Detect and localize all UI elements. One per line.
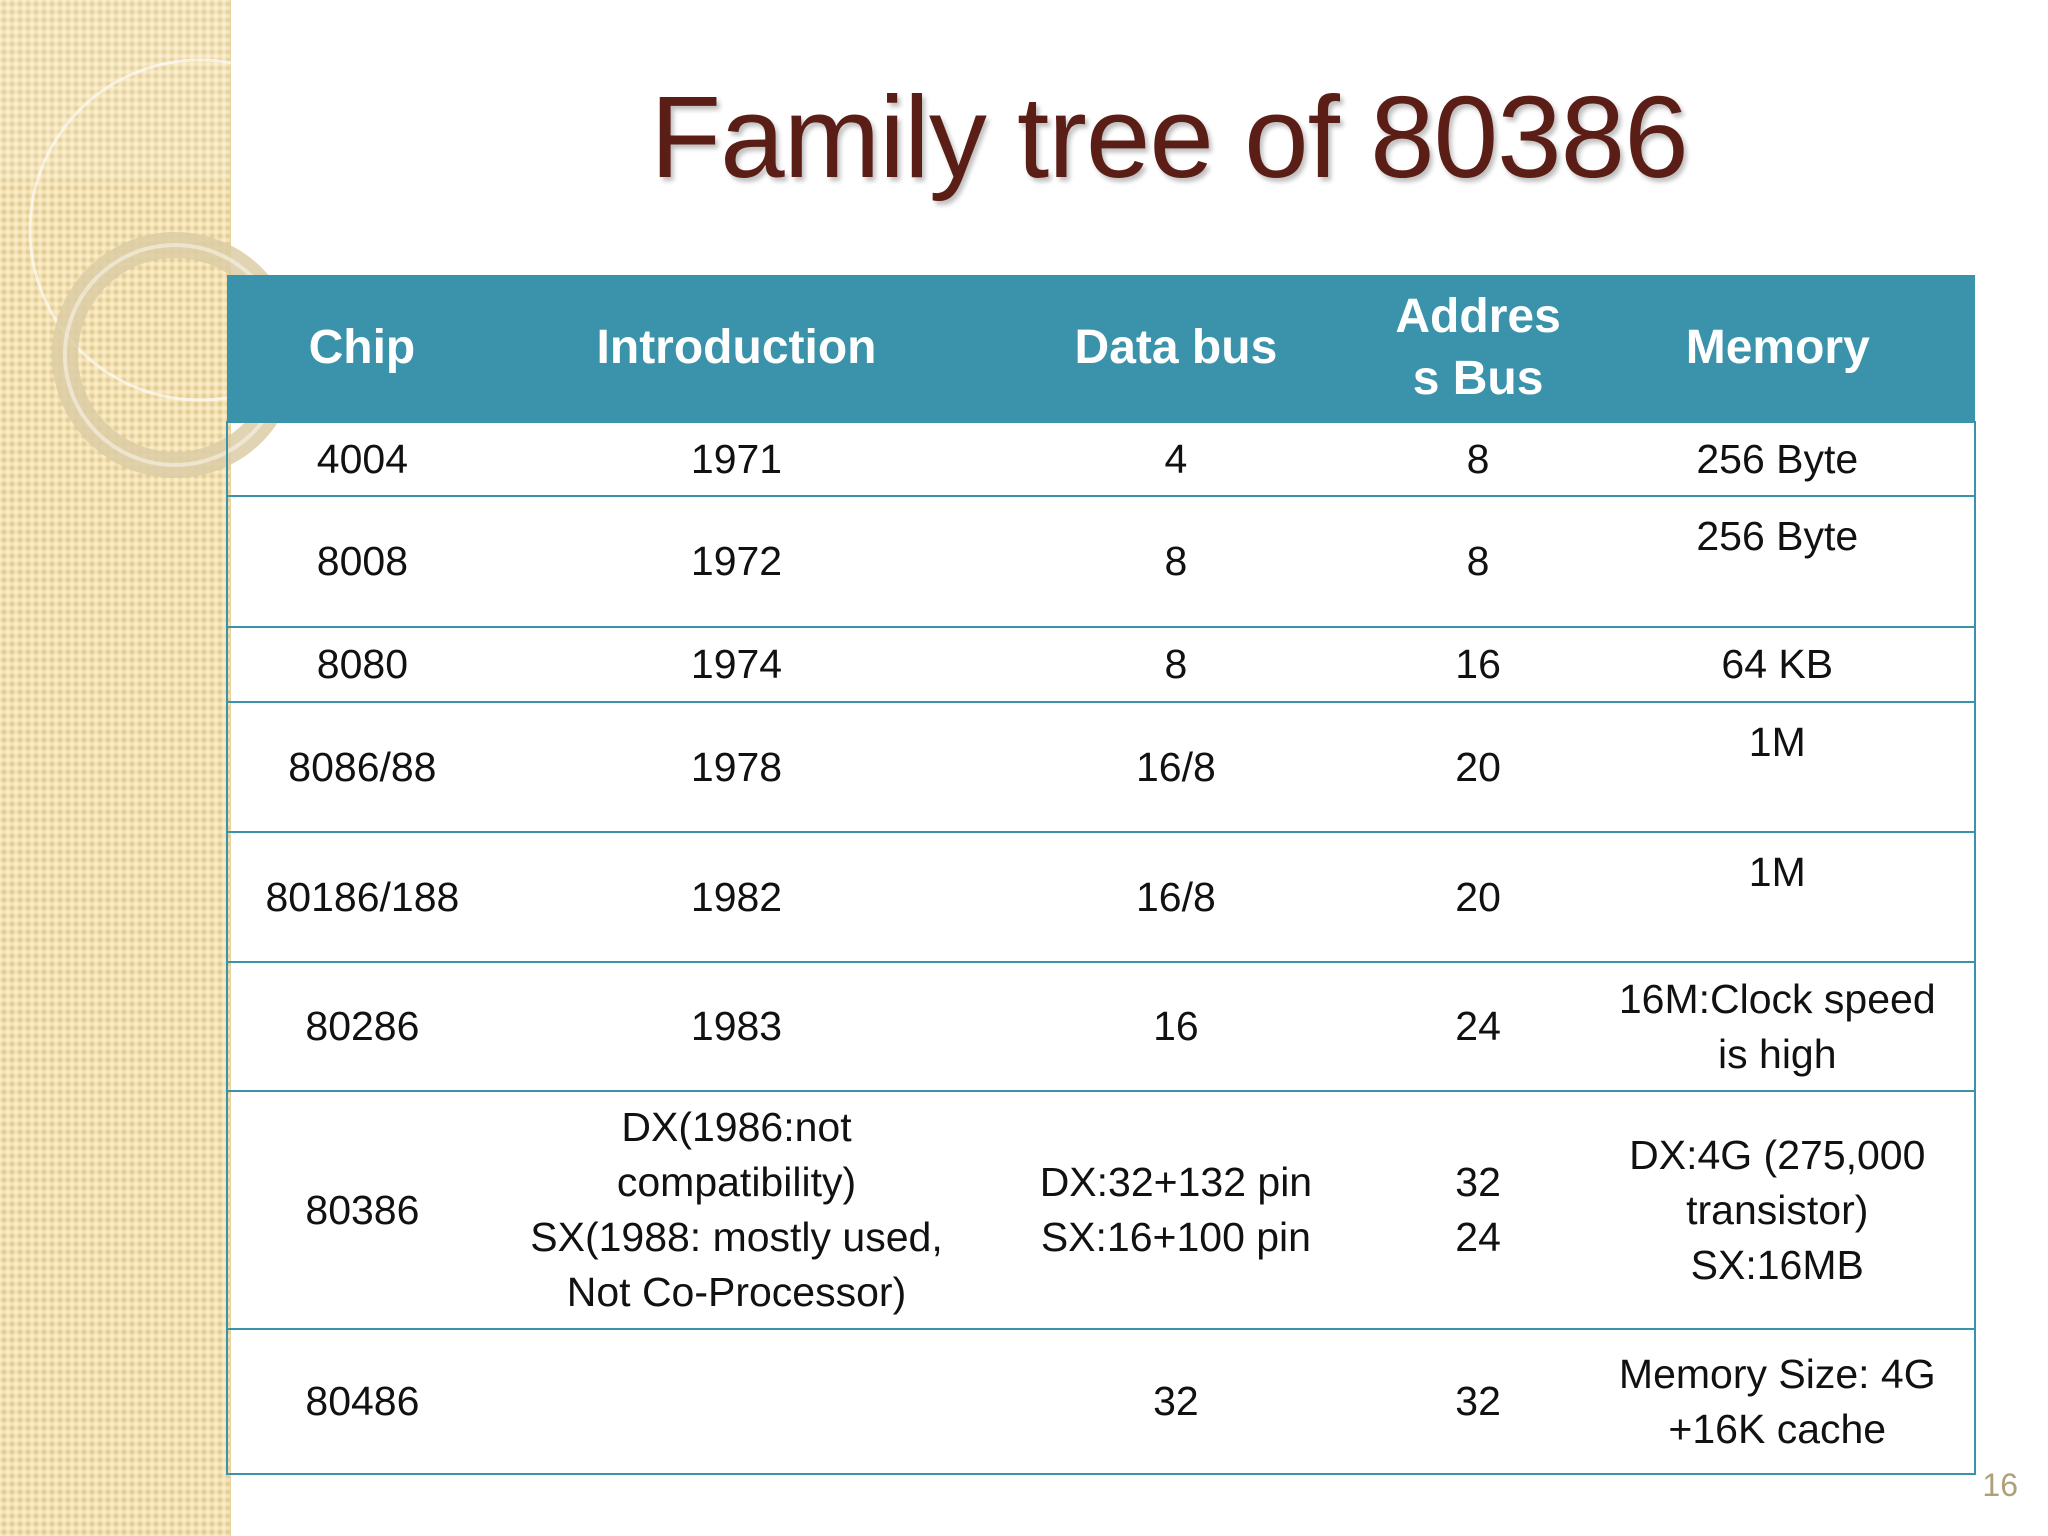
cell-introduction: 1982 [497, 832, 976, 962]
table-row [227, 1091, 1975, 1329]
cell-introduction: 1983 [497, 962, 976, 1091]
cell-memory: 1M [1581, 702, 1975, 832]
cell-introduction: 1972 [497, 496, 976, 627]
header-address-bus-line1: Addres [1395, 290, 1561, 343]
table-row [227, 962, 1975, 1091]
cell-introduction-line3: SX(1988: mostly used, [530, 1214, 943, 1260]
cell-chip: 8080 [227, 627, 497, 702]
cell-introduction: 1978 [497, 702, 976, 832]
cell-data-bus: 16/8 [976, 832, 1375, 962]
cell-chip: 80286 [227, 962, 497, 1091]
cell-chip: 80386 [227, 1091, 497, 1329]
table-row [227, 496, 1975, 627]
cell-introduction [497, 1329, 976, 1474]
cell-data-bus: 32 [976, 1329, 1375, 1474]
cell-address-bus: 20 [1376, 832, 1581, 962]
cell-memory-line3: SX:16MB [1690, 1241, 1864, 1288]
header-chip: Chip [227, 275, 497, 422]
cell-data-bus: 16 [976, 962, 1375, 1091]
cell-memory: 64 KB [1581, 627, 1975, 702]
table-row [227, 702, 1975, 832]
page-number: 16 [1982, 1467, 2018, 1503]
chip-family-table [226, 275, 1976, 1475]
cell-data-bus: 4 [976, 422, 1375, 496]
cell-memory: 256 Byte [1581, 422, 1975, 496]
cell-memory [1581, 962, 1975, 1091]
cell-data-bus-line1: DX:32+132 pin [1039, 1159, 1313, 1205]
cell-memory [1581, 1091, 1975, 1329]
cell-introduction-line2: compatibility) [616, 1159, 857, 1205]
cell-introduction [497, 1091, 976, 1329]
table-row [227, 627, 1975, 702]
cell-data-bus [976, 1091, 1375, 1329]
header-introduction: Introduction [497, 275, 976, 422]
table-row [227, 832, 1975, 962]
cell-introduction: 1974 [497, 627, 976, 702]
table-row [227, 1329, 1975, 1474]
cell-data-bus: 8 [976, 627, 1375, 702]
cell-address-bus [1376, 1091, 1581, 1329]
cell-introduction: 1971 [497, 422, 976, 496]
cell-chip: 80186/188 [227, 832, 497, 962]
cell-introduction-line1: DX(1986:not [621, 1104, 852, 1150]
header-memory: Memory [1581, 275, 1975, 422]
cell-memory-line1: DX:4G (275,000 [1629, 1131, 1926, 1178]
cell-chip: 4004 [227, 422, 497, 496]
cell-address-bus: 24 [1376, 962, 1581, 1091]
cell-introduction-line4: Not Co-Processor) [566, 1269, 907, 1315]
cell-memory [1581, 1329, 1975, 1474]
cell-address-bus-line1: 32 [1455, 1159, 1501, 1205]
table-row [227, 422, 1975, 496]
cell-data-bus-line2: SX:16+100 pin [1040, 1214, 1311, 1260]
cell-address-bus-line2: 24 [1455, 1214, 1501, 1260]
cell-chip: 8086/88 [227, 702, 497, 832]
cell-chip: 8008 [227, 496, 497, 627]
header-address-bus-line2: s Bus [1412, 352, 1544, 405]
cell-data-bus: 8 [976, 496, 1375, 627]
header-address-bus [1376, 275, 1581, 422]
cell-address-bus: 16 [1376, 627, 1581, 702]
cell-memory-line2: transistor) [1686, 1186, 1869, 1233]
header-data-bus: Data bus [976, 275, 1375, 422]
cell-memory-line2: is high [1718, 1030, 1837, 1077]
cell-chip: 80486 [227, 1329, 497, 1474]
cell-address-bus: 8 [1376, 496, 1581, 627]
cell-memory-line1: Memory Size: 4G [1618, 1350, 1936, 1397]
cell-data-bus: 16/8 [976, 702, 1375, 832]
cell-memory-line1: 16M:Clock speed [1618, 975, 1936, 1022]
cell-memory: 256 Byte [1581, 496, 1975, 627]
slide-title: Family tree of 80386 [650, 72, 1688, 202]
table-header-row [227, 275, 1975, 422]
cell-address-bus: 32 [1376, 1329, 1581, 1474]
cell-address-bus: 8 [1376, 422, 1581, 496]
cell-memory-line2: +16K cache [1668, 1405, 1887, 1452]
cell-address-bus: 20 [1376, 702, 1581, 832]
cell-memory: 1M [1581, 832, 1975, 962]
